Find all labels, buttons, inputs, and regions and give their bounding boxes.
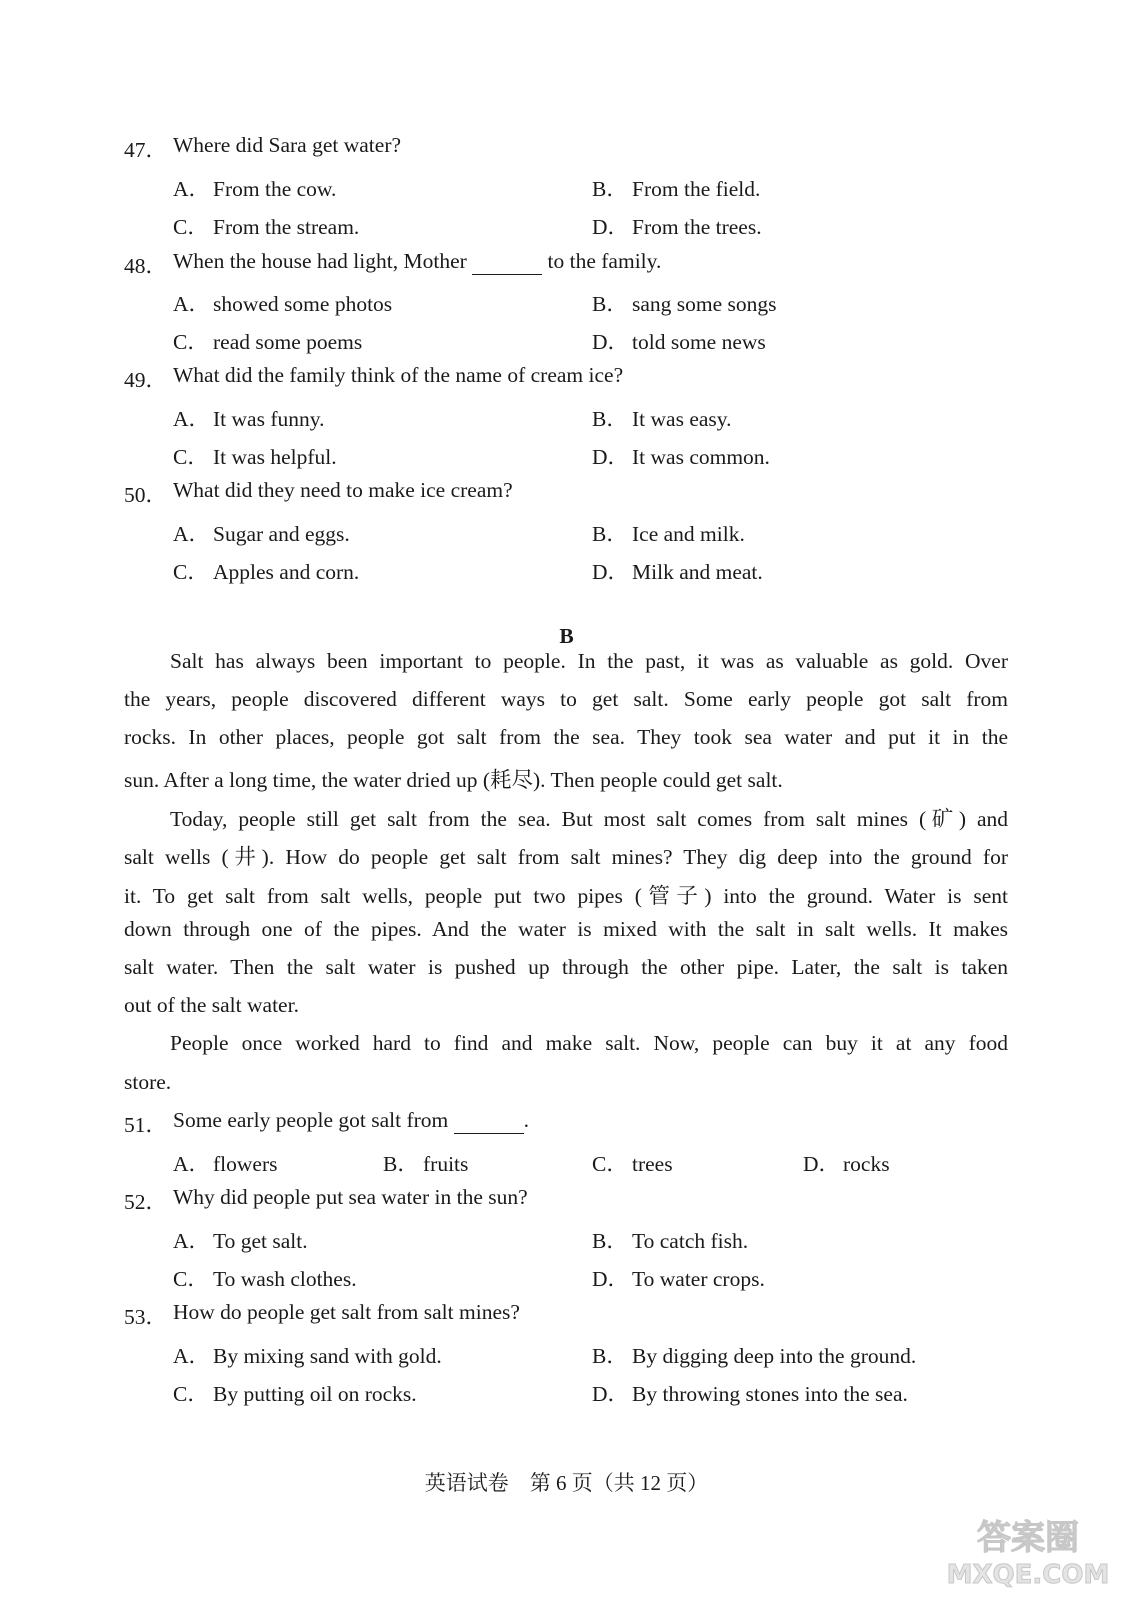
option-a[interactable]: A． To get salt.	[173, 1229, 308, 1253]
option-d[interactable]: D． Milk and meat.	[592, 560, 763, 584]
passage-line: People once worked hard to find and make salt. Now, people can buy it at any food	[170, 1031, 1008, 1055]
option-a[interactable]: A． From the cow.	[173, 177, 337, 201]
option-d[interactable]: D． told some news	[592, 330, 766, 354]
question-text: How do people get salt from salt mines?	[173, 1300, 520, 1324]
option-b[interactable]: B． By digging deep into the ground.	[592, 1344, 917, 1368]
option-a[interactable]: A． flowers	[173, 1152, 278, 1176]
question-text: What did they need to make ice cream?	[173, 478, 513, 502]
watermark-logo	[943, 1507, 1113, 1592]
passage-line: out of the salt water.	[124, 993, 299, 1017]
question-number: 47．	[124, 138, 168, 162]
option-b[interactable]: B． Ice and milk.	[592, 522, 745, 546]
question-number: 53．	[124, 1305, 168, 1329]
option-c[interactable]: C． By putting oil on rocks.	[173, 1382, 417, 1406]
passage-line: Salt has always been important to people. In the past, it was as valuable as gold. Over	[170, 649, 1008, 673]
question-text: Why did people put sea water in the sun?	[173, 1185, 528, 1209]
question-number: 49．	[124, 368, 168, 392]
passage-line: Today, people still get salt from the sea. But most salt comes from salt mines (矿) and	[170, 807, 1008, 831]
question-number: 51．	[124, 1113, 168, 1137]
option-c[interactable]: C． read some poems	[173, 330, 363, 354]
section-b-title: B	[559, 624, 574, 648]
option-a[interactable]: A． Sugar and eggs.	[173, 522, 350, 546]
passage-line: it. To get salt from salt wells, people put two pipes (管子) into the ground. Water is sent	[124, 884, 1008, 908]
option-b[interactable]: B． fruits	[383, 1152, 469, 1176]
question-number: 48．	[124, 254, 168, 278]
passage-line: salt wells (井). How do people get salt from salt mines? They dig deep into the ground for	[124, 845, 1008, 869]
question-text: When the house had light, Mother to the family.	[173, 249, 662, 273]
option-c[interactable]: C． trees	[592, 1152, 673, 1176]
watermark-bottom: MXQE.COM	[946, 1560, 1110, 1590]
option-b[interactable]: B． From the field.	[592, 177, 761, 201]
option-d[interactable]: D． It was common.	[592, 445, 770, 469]
option-a[interactable]: A． showed some photos	[173, 292, 393, 316]
answer-blank[interactable]	[454, 1108, 524, 1134]
passage-line: down through one of the pipes. And the water is mixed with the salt in salt wells. It makes	[124, 917, 1008, 941]
answer-blank[interactable]	[472, 249, 542, 275]
passage-line: rocks. In other places, people got salt from the sea. They took sea water and put it in the	[124, 725, 1008, 749]
option-c[interactable]: C． From the stream.	[173, 215, 360, 239]
watermark-top: 答案圈	[977, 1518, 1079, 1558]
option-d[interactable]: D． From the trees.	[592, 215, 762, 239]
question-text: Some early people got salt from .	[173, 1108, 529, 1132]
question-text: What did the family think of the name of cream ice?	[173, 363, 624, 387]
option-a[interactable]: A． By mixing sand with gold.	[173, 1344, 442, 1368]
option-d[interactable]: D． rocks	[803, 1152, 890, 1176]
passage-line: store.	[124, 1070, 172, 1094]
option-b[interactable]: B． To catch fish.	[592, 1229, 749, 1253]
option-a[interactable]: A． It was funny.	[173, 407, 325, 431]
option-d[interactable]: D． By throwing stones into the sea.	[592, 1382, 908, 1406]
option-b[interactable]: B． sang some songs	[592, 292, 777, 316]
option-b[interactable]: B． It was easy.	[592, 407, 732, 431]
question-number: 50．	[124, 483, 168, 507]
option-c[interactable]: C． It was helpful.	[173, 445, 337, 469]
question-text: Where did Sara get water?	[173, 133, 402, 157]
passage-line: salt water. Then the salt water is pushed up through the other pipe. Later, the salt is taken	[124, 955, 1008, 979]
passage-line: the years, people discovered different ways to get salt. Some early people got salt from	[124, 687, 1008, 711]
option-c[interactable]: C． Apples and corn.	[173, 560, 360, 584]
page-footer: 英语试卷 第 6 页（共 12 页）	[424, 1471, 709, 1495]
option-c[interactable]: C． To wash clothes.	[173, 1267, 357, 1291]
option-d[interactable]: D． To water crops.	[592, 1267, 765, 1291]
question-number: 52．	[124, 1190, 168, 1214]
passage-line: sun. After a long time, the water dried up (耗尽). Then people could get salt.	[124, 768, 783, 792]
